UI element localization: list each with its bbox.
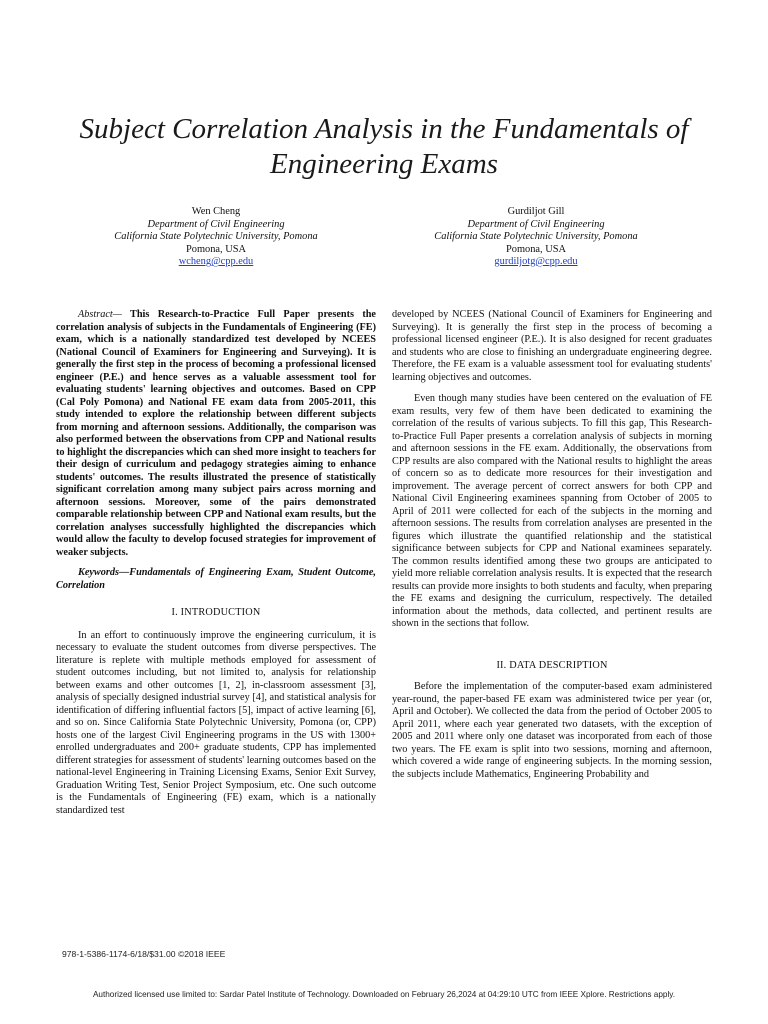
body-paragraph: Before the implementation of the computer-based exam administered year-round, the paper-based FE exam was administered twice per year (or, April and October). We collected the data from the period of October 2005 to April 2011, where each year generated two datasets, with the exception of 2005 and 2011 where only one dataset was incorporated from each of those two years. The FE exam is split into two sessions, morning and afternoon, which covered a wide range of engineering subjects. In the morning session, the subjects include Mathematics, Engineering Probability and — [392, 681, 712, 780]
abstract-lead: Abstract— — [78, 309, 122, 320]
abstract-paragraph — [56, 309, 376, 559]
paper-title-line: Subject Correlation Analysis in the Fundamentals of — [79, 113, 689, 145]
author-department: Department of Civil Engineering — [467, 218, 605, 230]
left-column — [56, 309, 376, 817]
body-paragraph: In an effort to continuously improve the engineering curriculum, it is necessary to evaluate the student outcomes from diverse perspectives. The literature is replete with multiple methods employed for assessment of student outcomes including, but not limited to, analysis for relationship between exams and other outcomes [1, 2], in-classroom assessment [3], analysis of specially designed industrial survey [4], and statistical analysis for identification of differing influential factors [5], impact of active learning [6], and so on. Since California State Polytechnic University, Pomona (or, CPP) hosts one of the largest Civil Engineering programs in the US with 1300+ enrolled undergraduates and 200+ graduate students, CPP has implemented different strategies for assessment of students' learning outcomes based on the national-level Engineering in Training Licensing Exams, Senior Exit Survey, Graduation Writing Test, Senior Project Symposium, etc. One such outcome is the Fundamentals of Engineering (FE) exam, which is a nationally standardized test — [56, 629, 376, 816]
author-email-link[interactable]: wcheng@cpp.edu — [178, 256, 254, 267]
section-title-rest: ATA DESCRIPTION — [516, 659, 608, 671]
section-initial: I — [180, 607, 185, 618]
author-university: California State Polytechnic University, Pomona — [114, 231, 318, 242]
author-department: Department of Civil Engineering — [147, 218, 285, 230]
paper-title-line: Engineering Exams — [270, 148, 498, 180]
section-heading-introduction — [56, 607, 376, 620]
section-number: II. — [496, 659, 507, 671]
body-paragraph-continued: developed by NCEES (National Council of Examiners for Engineering and Surveying). It is generally the first step in the process of becoming a professional licensed engineer (P.E.). It is also designed for recent graduates and students who are close to finishing an undergraduate engineering degree. Therefore, the FE exam is a valuable assessment tool for evaluating students' learning objectives and outcomes. — [392, 309, 712, 383]
right-column — [392, 309, 712, 781]
section-initial: D — [509, 659, 517, 671]
keywords: Keywords—Fundamentals of Engineering Exam, Student Outcome, Correlation — [56, 567, 376, 591]
author-email-link[interactable]: gurdiljotg@cpp.edu — [494, 256, 578, 267]
section-title-rest: NTRODUCTION — [184, 607, 261, 618]
paper-title — [40, 112, 728, 182]
author-block — [66, 206, 366, 269]
license-notice: Authorized licensed use limited to: Sardar Patel Institute of Technology. Downloaded on February 26,2024 at 04:29:10 UTC from IEEE Xplore. Restrictions apply. — [92, 990, 676, 999]
author-location: Pomona, USA — [505, 243, 567, 255]
body-paragraph: Even though many studies have been centered on the evaluation of FE exam results, very few of them have been dedicated to examining the correlation of the results of various subjects. To fill this gap, This Research-to-Practice Full Paper presents a correlation analysis of subjects in morning and afternoon sessions in the FE exam. Additionally, the observations from CPP results are also compared with the National results to highlight the areas of concern so as to dedicate more resources for their investigation and improvement. The average percent of correct answers for both CPP and National Civil Engineering examinees spanning from October of 2005 to April of 2011 were collected for each of the subjects in the morning and afternoon sessions. The results from correlation analyses are presented in the figures which illustrate the quantified relationship and the statistical significance between subjects for CPP and National examinees separately. The common results identified among these two groups are anticipated to yield more reliable correlation analysis results. It is expected that the research results can provide more insights to both students and faculty, when preparing the FE exams and designing the curriculum, respectively. The detailed information about the methods, data collected, and pertinent results are shown in the sections that follow. — [392, 393, 712, 629]
author-name: Wen Cheng — [191, 206, 241, 217]
section-number: I. — [171, 607, 178, 618]
author-location: Pomona, USA — [185, 243, 247, 255]
author-university: California State Polytechnic University, Pomona — [434, 231, 638, 242]
author-name: Gurdiljot Gill — [507, 206, 565, 217]
abstract-body: This Research-to-Practice Full Paper presents the correlation analysis of subjects in the Fundamentals of Engineering (FE) exam, which is a nationally standardized test developed by NCEES (National Council of Examiners for Engineering and Surveying). It is generally the first step in the process of becoming a professional licensed engineer (P.E.) and hence serves as a valuable assessment tool for evaluating students' learning objectives and outcomes. Based on CPP (Cal Poly Pomona) and National FE exam data from 2005-2011, this study intended to explore the relationship between different subjects from morning and afternoon sessions. Additionally, the comparison was also performed between the observations from CPP and National results to highlight the discrepancies which can shed more insight to teachers for their design of curriculum and pedagogy strategies aiming to enhance students' outcomes. The results illustrated the presence of statistically significant correlation among many subject pairs across morning and afternoon sessions. Moreover, some of the pairs demonstrated comparable relationship between CPP and National exam results, but the correlation analyses successfully highlighted the discrepancies which would allow the faculty to develop focused strategies for improvement of weaker subjects. — [56, 309, 376, 558]
section-heading-data-description — [392, 660, 712, 673]
copyright-code: 978-1-5386-1174-6/18/$31.00 ©2018 IEEE — [62, 949, 226, 959]
author-block — [386, 206, 686, 269]
